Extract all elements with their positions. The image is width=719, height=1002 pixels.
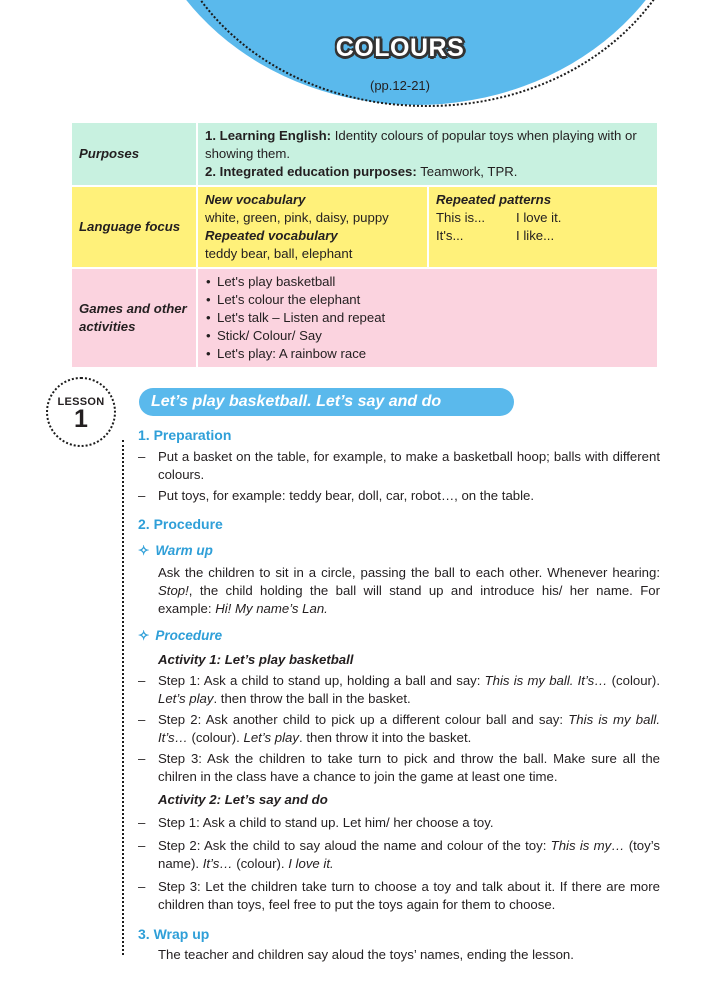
- vocabulary-cell: [197, 186, 428, 268]
- procedure-subheading: [138, 627, 660, 645]
- pattern-row: [436, 227, 650, 245]
- games-row: [71, 268, 658, 368]
- games-list: [205, 273, 650, 363]
- text-run: I love it.: [288, 856, 334, 871]
- text-run: Step 2: Ask the child to say aloud the name and colour of the toy:: [158, 838, 551, 853]
- lesson-banner: Let’s play basketball. Let’s say and do: [139, 388, 514, 416]
- text-run: (colour).: [187, 730, 244, 745]
- purposes-text-2: Teamwork, TPR.: [416, 164, 518, 179]
- text-run: . then throw the ball in the basket.: [213, 691, 411, 706]
- list-item: – Step 3: Ask the children to take turn to pick and throw the ball. Make sure all the chilren in the class have a chance to join the game at least one time.: [138, 750, 660, 786]
- lesson-word: LESSON: [57, 396, 105, 408]
- page-title: COLOURS: [335, 34, 465, 62]
- text-run: Let’s play: [158, 691, 214, 706]
- page-range: (pp.12-21): [370, 78, 430, 93]
- dotted-divider: [122, 440, 124, 955]
- language-row: [71, 186, 658, 268]
- text-run: (colour).: [607, 673, 660, 688]
- list-item: • Stick/ Colour/ Say: [217, 327, 650, 345]
- text-run: Step 1: Ask a child to stand up, holding a ball and say:: [158, 673, 485, 688]
- lesson-number: 1: [74, 405, 88, 433]
- list-item: – Step 3: Let the children take turn to choose a toy and talk about it. If there are more children than toys, feel free to put the toys again for them to choose.: [138, 878, 660, 914]
- purposes-label: Purposes: [71, 122, 197, 186]
- warmup-text: [138, 564, 660, 618]
- patterns-head: Repeated patterns: [436, 192, 552, 207]
- list-item: • Let's talk – Listen and repeat: [217, 309, 650, 327]
- wrapup-text: The teacher and children say aloud the toys’ names, ending the lesson.: [158, 947, 574, 962]
- pattern-text: It's...: [436, 228, 464, 243]
- text-run: Hi! My name’s Lan.: [215, 601, 328, 616]
- lesson-content: [138, 426, 660, 964]
- new-vocab-head: New vocabulary: [205, 192, 306, 207]
- pattern-row: [436, 209, 650, 227]
- list-item: – Put toys, for example: teddy bear, doll, car, robot…, on the table.: [138, 487, 660, 505]
- text-run: Step 2: Ask another child to pick up a different colour ball and say:: [158, 712, 569, 727]
- diamond-icon: ✧: [138, 628, 150, 643]
- purposes-text-1: Identity colours of popular toys when playing with or showing them.: [205, 128, 637, 161]
- list-item: – Step 1: Ask a child to stand up. Let him/ her choose a toy.: [138, 814, 660, 832]
- list-item: – Put a basket on the table, for example, to make a basketball hoop; balls with different colours.: [138, 448, 660, 484]
- text-run: Ask the children to sit in a circle, passing the ball to each other. Whenever hearing:: [158, 565, 660, 580]
- new-vocab: white, green, pink, daisy, puppy: [205, 210, 389, 225]
- language-label: Language focus: [71, 186, 197, 268]
- patterns-cell: [428, 186, 658, 268]
- list-item: [138, 711, 660, 747]
- procedure-label: Procedure: [155, 628, 223, 643]
- list-item: • Let's play: A rainbow race: [217, 345, 650, 363]
- wrapup-heading: 3. Wrap up: [138, 926, 210, 942]
- text-run: This is my…: [550, 838, 625, 853]
- text-run: (colour).: [232, 856, 289, 871]
- pattern-text: This is...: [436, 210, 486, 225]
- text-run: , the child holding the ball will stand up and introduce his/ her name. For example:: [158, 583, 660, 616]
- text-run: Let’s play: [243, 730, 299, 745]
- activity-2-title: Activity 2: Let’s say and do: [158, 792, 328, 807]
- overview-table: [70, 121, 659, 369]
- games-content: [197, 268, 658, 368]
- lesson-badge: [46, 377, 116, 447]
- text-run: This is my ball. It’s…: [484, 673, 608, 688]
- rep-vocab-head: Repeated vocabulary: [205, 228, 338, 243]
- list-item: • Let's play basketball: [217, 273, 650, 291]
- text-run: (toy’s name).: [158, 838, 660, 871]
- activity-1-title: Activity 1: Let’s play basketball: [158, 652, 354, 667]
- text-run: It’s…: [202, 856, 233, 871]
- warmup-label: Warm up: [155, 543, 213, 558]
- purposes-content: [197, 122, 658, 186]
- text-run: This is my ball. It’s…: [158, 712, 660, 745]
- pattern-text: I love it.: [516, 210, 562, 225]
- text-run: Stop!: [158, 583, 189, 598]
- pattern-text: I like...: [516, 228, 555, 243]
- text-run: . then throw it into the basket.: [299, 730, 472, 745]
- warmup-heading: [138, 542, 660, 560]
- purposes-head-1: 1. Learning English:: [205, 128, 332, 143]
- list-item: [138, 837, 660, 873]
- procedure-heading: 2. Procedure: [138, 516, 223, 532]
- list-item: [138, 672, 660, 708]
- preparation-heading: 1. Preparation: [138, 427, 232, 443]
- diamond-icon: ✧: [138, 543, 150, 558]
- purposes-head-2: 2. Integrated education purposes:: [205, 164, 417, 179]
- list-item: • Let's colour the elephant: [217, 291, 650, 309]
- games-label: Games and other activities: [71, 268, 197, 368]
- purposes-row: [71, 122, 658, 186]
- rep-vocab: teddy bear, ball, elephant: [205, 246, 353, 261]
